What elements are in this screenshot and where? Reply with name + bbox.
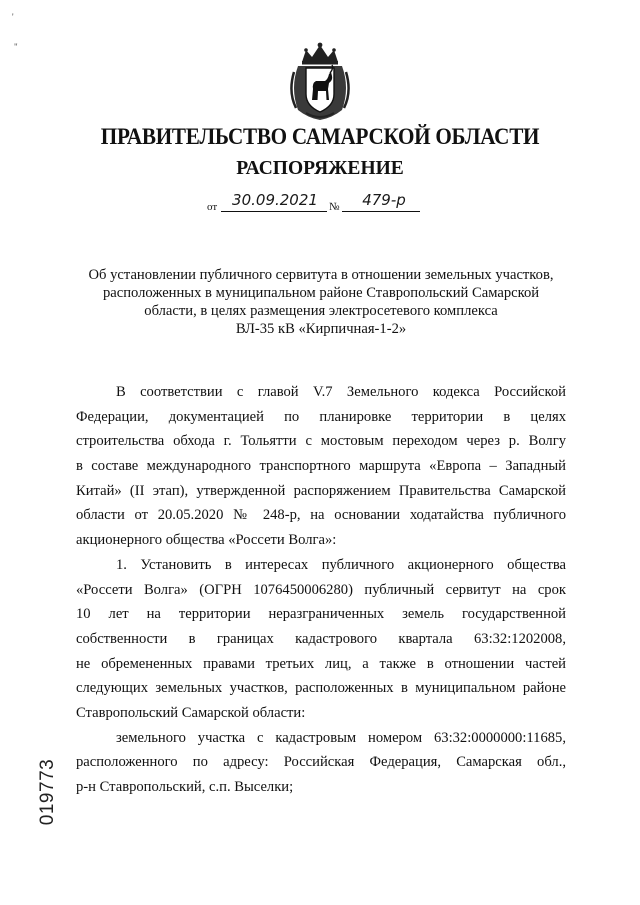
body-line: 1. Установить в интересах публичного акционерного общества (116, 556, 566, 573)
body-line: строительства обхода г. Тольятти с мостовым переходом через р. Волгу (76, 433, 566, 450)
body-line: собственности в границах кадастрового квартала 63:32:1202008, (76, 630, 566, 647)
date-underline (221, 211, 327, 212)
body-line: В соответствии с главой V.7 Земельного кодекса Российской (116, 384, 566, 400)
body-line: акционерного общества «Россети Волга»: (76, 532, 337, 549)
corner-mark-side: " (14, 42, 18, 52)
body-line: Федерации, документацией по планировке территории в целях (76, 408, 566, 425)
document-body (76, 380, 566, 800)
subject-line: ВЛ-35 кВ «Кирпичная-1-2» (235, 321, 407, 337)
date-label: от (207, 201, 218, 213)
body-line: р-н Ставропольский, с.п. Выселки; (76, 779, 294, 795)
body-line: не обремененных правами третьих лиц, а также в отношении частей (76, 655, 566, 672)
body-line: земельного участка с кадастровым номером 63:32:0000000:11685, (116, 729, 566, 746)
date-number-line (207, 191, 467, 217)
government-title: ПРАВИТЕЛЬСТВО САМАРСКОЙ ОБЛАСТИ (100, 124, 540, 149)
body-line: расположенного по адресу: Российская Федерация, Самарская обл., (76, 754, 566, 771)
corner-mark-top: ' (12, 12, 14, 22)
body-line: «Россети Волга» (ОГРН 1076450006280) публичный сервитут на срок (76, 581, 566, 598)
number-underline (342, 211, 420, 212)
body-line: 10 лет на территории неразграниченных земель государственной (76, 606, 566, 623)
body-line: Ставропольский Самарской области: (76, 704, 306, 721)
handwritten-number: 479-р (362, 191, 406, 209)
serial-number-stamp (36, 752, 60, 832)
body-line: Китай» (II этап), утвержденной распоряжением Правительства Самарской (76, 482, 566, 499)
number-label: № (329, 201, 340, 213)
subject-line: Об установлении публичного сервитута в отношении земельных участков, (88, 267, 554, 283)
body-line: области от 20.05.2020 № 248-р, на основании ходатайства публичного (76, 507, 566, 524)
handwritten-date: 30.09.2021 (232, 191, 318, 209)
document-type: РАСПОРЯЖЕНИЕ (236, 158, 404, 179)
document-subject (74, 266, 568, 338)
serial-number-text: 019773 (37, 758, 58, 826)
subject-line: области, в целях размещения электросетевого комплекса (144, 303, 498, 319)
body-line: в составе международного транспортного маршрута «Европа – Западный (76, 458, 566, 475)
body-line: следующих земельных участков, расположенных в муниципальном районе (76, 680, 566, 697)
subject-line: расположенных в муниципальном районе Ставропольский Самарской (102, 285, 540, 301)
coat-of-arms-emblem (288, 42, 352, 124)
